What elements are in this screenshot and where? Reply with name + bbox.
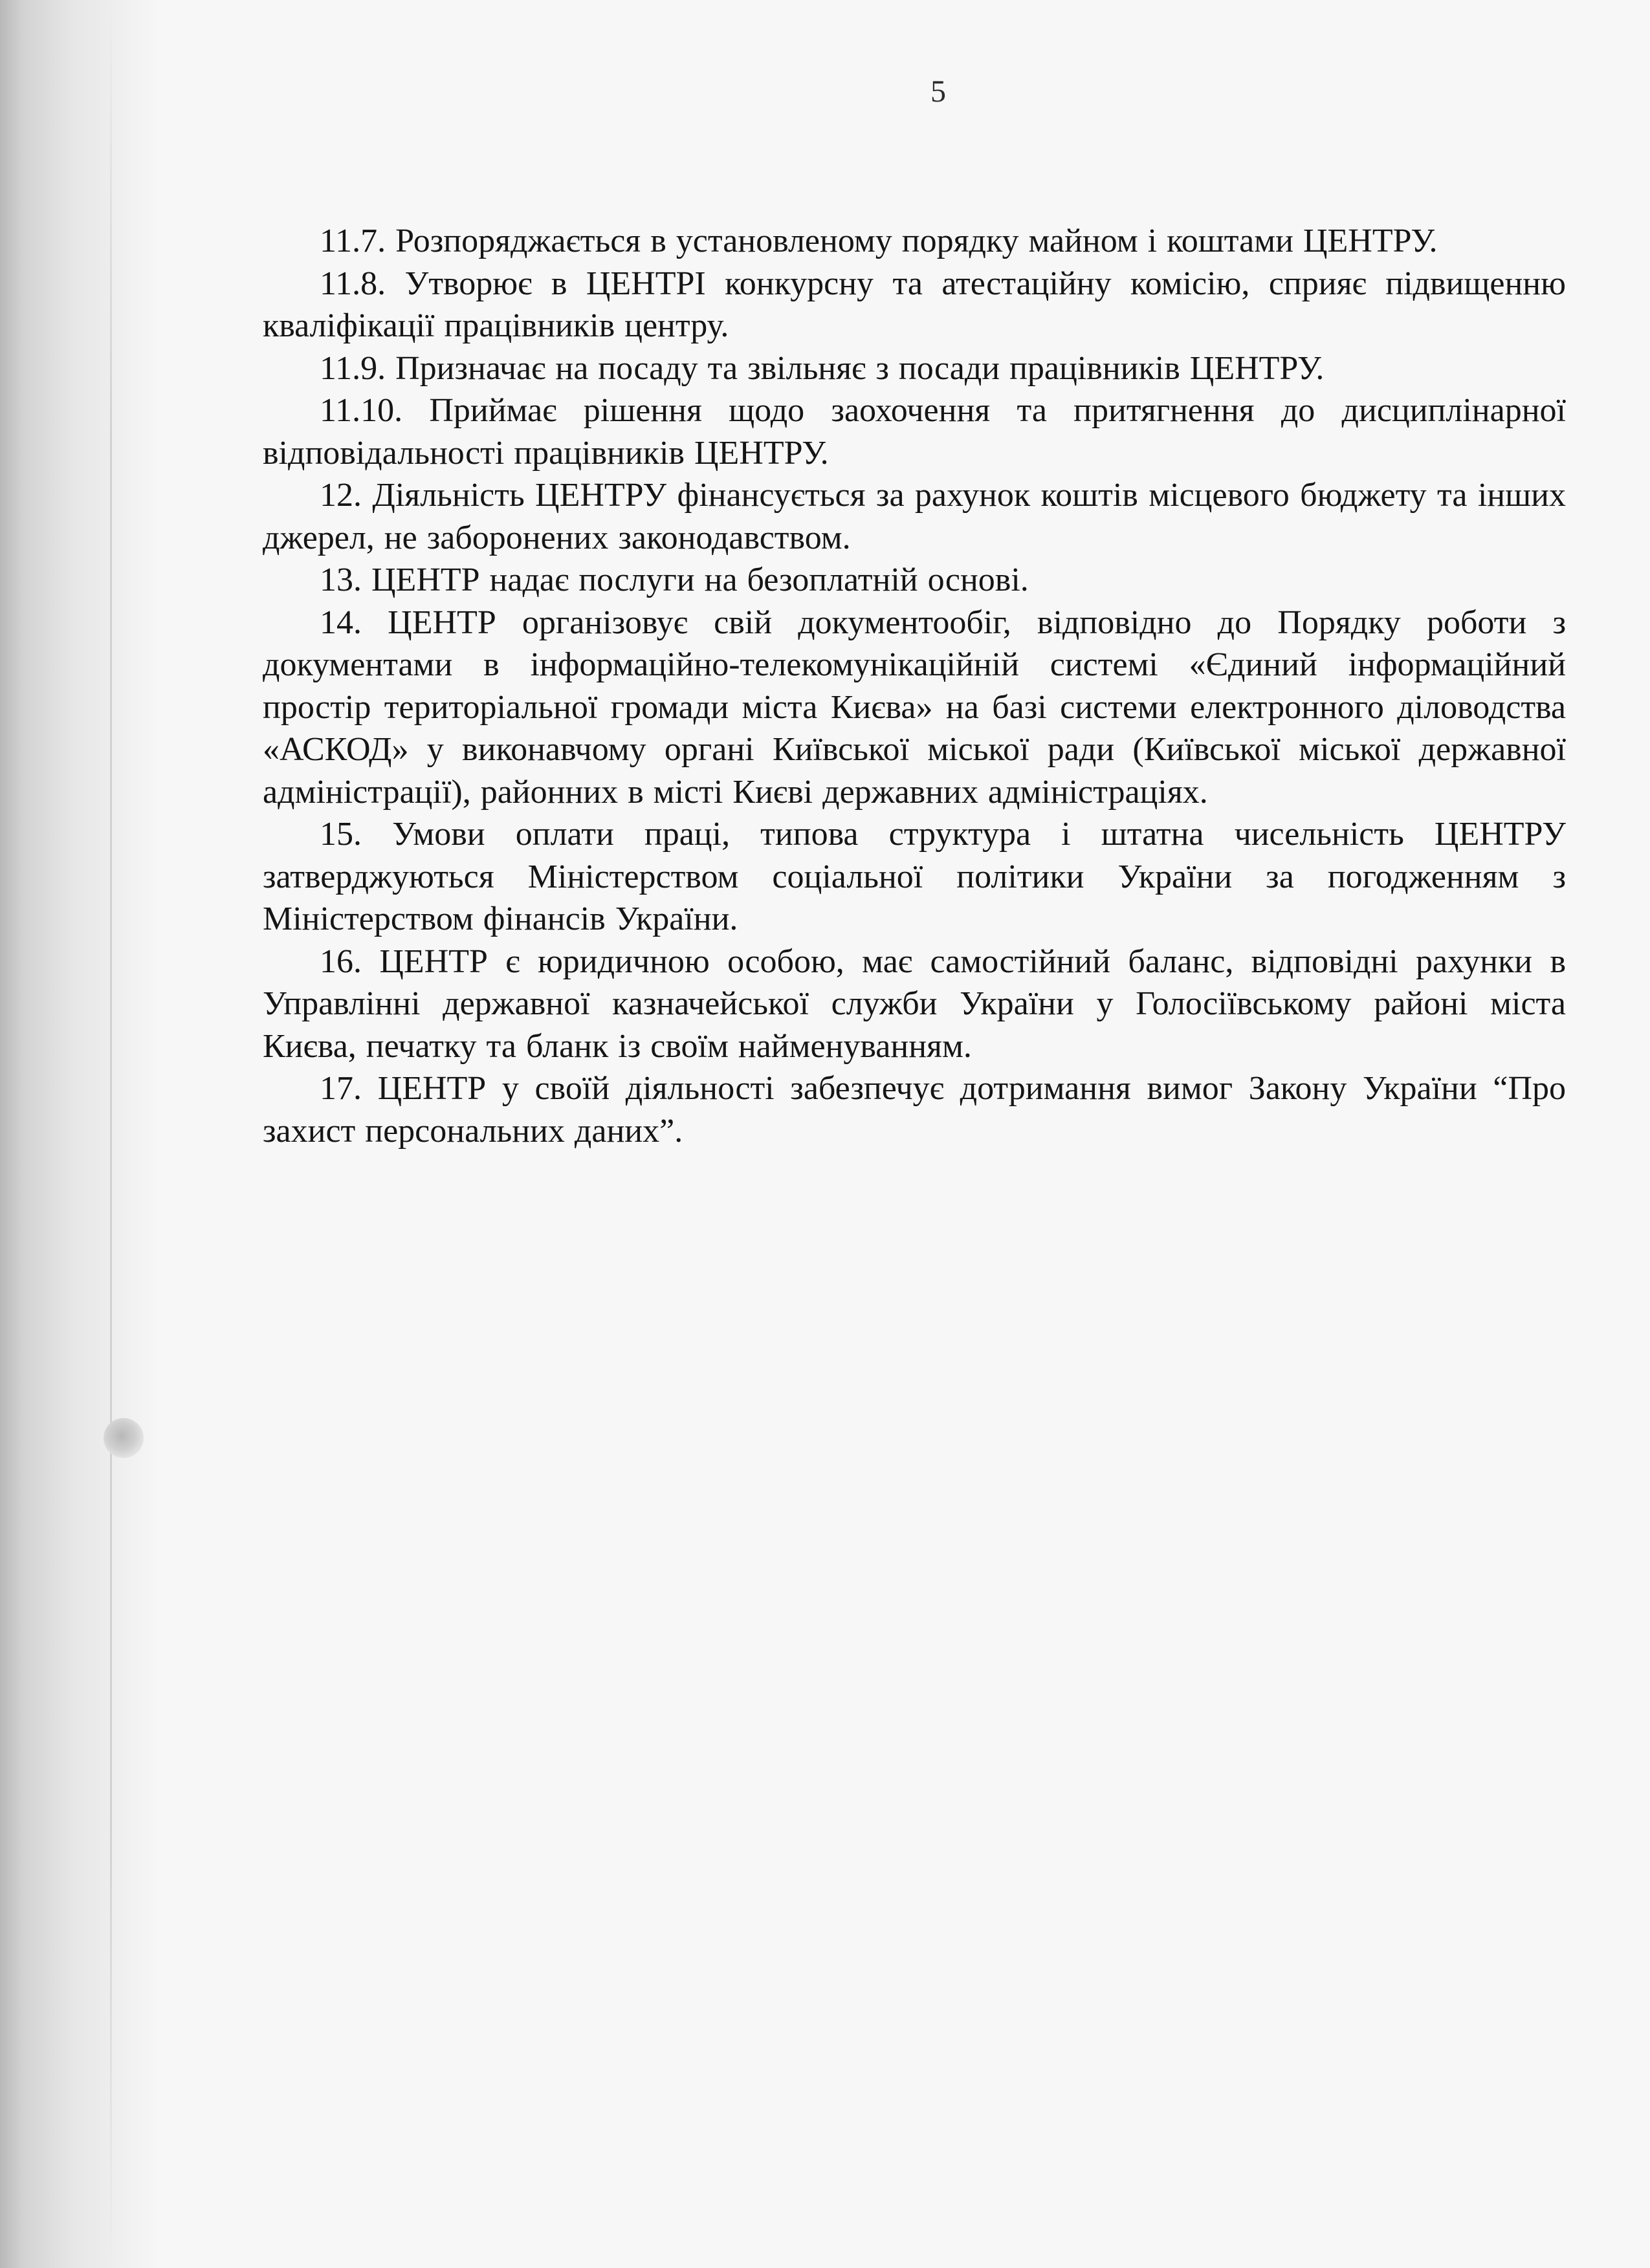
- punch-hole: [104, 1418, 144, 1458]
- page-number: 5: [930, 74, 946, 109]
- document-body: [263, 220, 1566, 1152]
- paragraph-15: 15. Умови оплати праці, типова структура і штатна чисельність ЦЕНТРУ затверджуються Міністерством соціальної політики України за погодженням з Міністерством фінансів України.: [263, 816, 1566, 937]
- scan-edge-line: [110, 0, 112, 2268]
- paragraph-12: 12. Діяльність ЦЕНТРУ фінансується за рахунок коштів місцевого бюджету та інших джерел, не заборонених законодавством.: [263, 477, 1566, 556]
- paragraph-11-9: 11.9. Призначає на посаду та звільняє з посади працівників ЦЕНТРУ.: [320, 349, 1325, 387]
- paragraph-13: 13. ЦЕНТР надає послуги на безоплатній основі.: [320, 562, 1029, 598]
- paragraph-14: 14. ЦЕНТР організовує свій документообіг, відповідно до Порядку роботи з документами в інформаційно-телекомунікаційній системі «Єдиний інформаційний простір територіальної громади міста Києва» на базі системи електронного діловодства «АСКОД» у виконавчому органі Київської міської ради (Київської міської державної адміністрації), районних в місті Києві державних адміністраціях.: [263, 604, 1566, 811]
- paragraph-11-7: 11.7. Розпоряджається в установленому порядку майном і коштами ЦЕНТРУ.: [320, 223, 1438, 259]
- scan-edge-shadow: [0, 0, 162, 2268]
- paragraph-16: 16. ЦЕНТР є юридичною особою, має самостійний баланс, відповідні рахунки в Управлінні державної казначейської служби України у Голосіївському районі міста Києва, печатку та бланк із своїм найменуванням.: [263, 943, 1566, 1065]
- paragraph-11-8: 11.8. Утворює в ЦЕНТРІ конкурсну та атестаційну комісію, сприяє підвищенню кваліфікації працівників центру.: [263, 265, 1566, 344]
- paragraph-11-10: 11.10. Приймає рішення щодо заохочення та притягнення до дисциплінарної відповідальності працівників ЦЕНТРУ.: [263, 392, 1566, 472]
- paragraph-17: 17. ЦЕНТР у своїй діяльності забезпечує дотримання вимог Закону України “Про захист персональних даних”.: [263, 1070, 1566, 1150]
